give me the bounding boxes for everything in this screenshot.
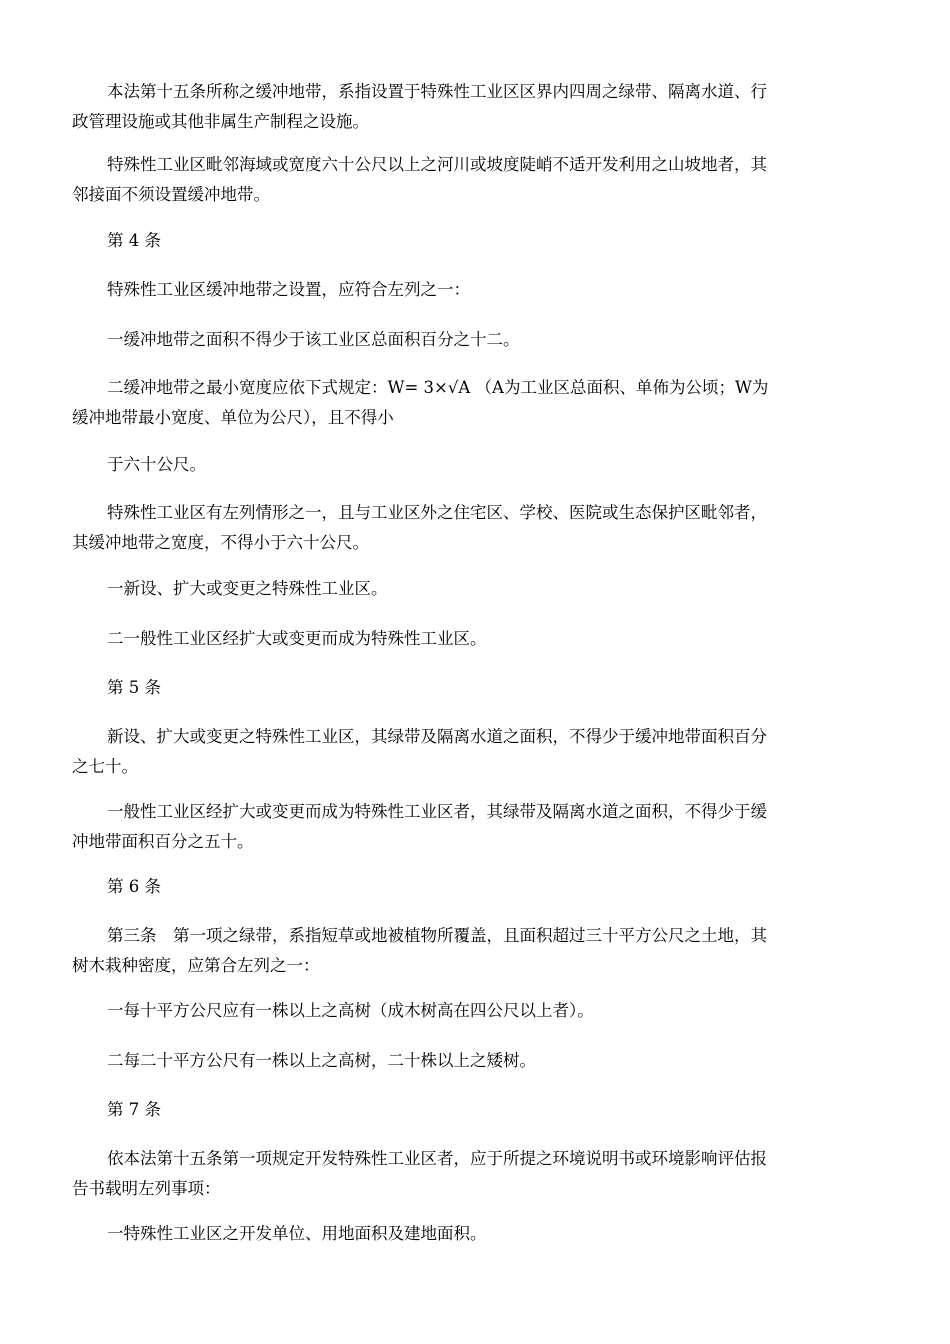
text-line: 二缓冲地带之最小宽度应依下式规定：W= 3×√A （A为工业区总面积、单佈为公顷；W为	[107, 378, 769, 397]
paragraph	[72, 1144, 877, 1204]
article-heading	[107, 1095, 877, 1125]
paragraph	[72, 150, 877, 210]
text-line: 第 4 条	[107, 231, 161, 250]
text-line: 邻接面不须设置缓冲地带。	[72, 185, 270, 204]
text-line: 本法第十五条所称之缓冲地带，系指设置于特殊性工业区区界内四周之绿带、隔离水道、行	[107, 82, 767, 101]
text-line: 二每二十平方公尺有一株以上之高树，二十株以上之矮树。	[107, 1051, 536, 1070]
text-line: 第 6 条	[107, 877, 161, 896]
paragraph	[72, 722, 877, 782]
paragraph	[107, 325, 877, 355]
paragraph	[107, 275, 877, 305]
paragraph	[107, 574, 877, 604]
paragraph	[72, 498, 877, 558]
text-line: 树木栽种密度，应第合左列之一：	[72, 956, 320, 975]
paragraph	[107, 450, 877, 480]
paragraph	[72, 797, 877, 857]
paragraph	[107, 1219, 877, 1249]
text-line: 二一般性工业区经扩大或变更而成为特殊性工业区。	[107, 629, 487, 648]
text-line: 政管理设施或其他非属生产制程之设施。	[72, 112, 369, 131]
paragraph	[107, 624, 877, 654]
article-heading	[107, 226, 877, 256]
text-line: 依本法第十五条第一项规定开发特殊性工业区者，应于所提之环境说明书或环境影响评估报	[107, 1149, 767, 1168]
article-heading	[107, 673, 877, 703]
text-line: 一新设、扩大或变更之特殊性工业区。	[107, 579, 388, 598]
text-line: 特殊性工业区有左列情形之一，且与工业区外之住宅区、学校、医院或生态保护区毗邻者，	[107, 503, 767, 522]
paragraph	[107, 1046, 877, 1076]
text-line: 第三条 第一项之绿带，系指短草或地被植物所覆盖，且面积超过三十平方公尺之土地，其	[107, 926, 767, 945]
text-line: 新设、扩大或变更之特殊性工业区，其绿带及隔离水道之面积，不得少于缓冲地带面积百分	[107, 727, 767, 746]
text-line: 冲地带面积百分之五十。	[72, 832, 254, 851]
text-line: 一缓冲地带之面积不得少于该工业区总面积百分之十二。	[107, 330, 520, 349]
text-line: 一般性工业区经扩大或变更而成为特殊性工业区者，其绿带及隔离水道之面积，不得少于缓	[107, 802, 767, 821]
text-line: 告书载明左列事项：	[72, 1179, 221, 1198]
paragraph	[72, 77, 877, 137]
text-line: 第 5 条	[107, 678, 161, 697]
text-line: 于六十公尺。	[107, 455, 206, 474]
text-line: 之七十。	[72, 757, 138, 776]
text-line: 缓冲地带最小宽度、单位为公尺），且不得小	[72, 408, 394, 427]
paragraph	[72, 921, 877, 981]
text-line: 一每十平方公尺应有一株以上之高树（成木树高在四公尺以上者）。	[107, 1001, 594, 1020]
text-line: 特殊性工业区毗邻海域或宽度六十公尺以上之河川或坡度陡峭不适开发利用之山坡地者，其	[107, 155, 767, 174]
article-heading	[107, 872, 877, 902]
paragraph	[72, 373, 877, 433]
text-line: 第 7 条	[107, 1100, 161, 1119]
text-line: 一特殊性工业区之开发单位、用地面积及建地面积。	[107, 1224, 487, 1243]
text-line: 其缓冲地带之宽度，不得小于六十公尺。	[72, 533, 369, 552]
paragraph	[107, 996, 877, 1026]
text-line: 特殊性工业区缓冲地带之设置，应符合左列之一：	[107, 280, 470, 299]
